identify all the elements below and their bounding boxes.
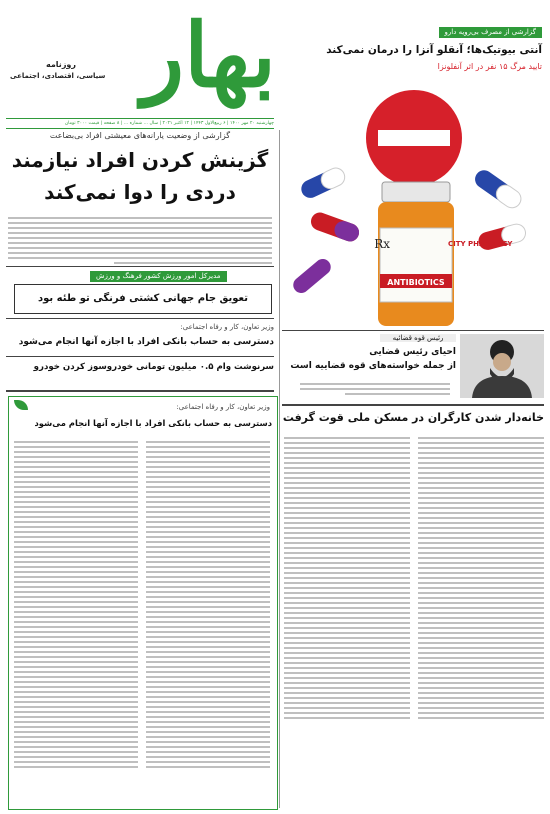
newspaper-logo: بهار (141, 3, 276, 107)
dateline: چهارشنبه ۲۰ مهر ۱۴۰۰ | ۶ ربیع‌الاول ۱۴۴۳ | ۱۲ اکتبر ۲۰۲۱ | سال ... شماره ... | ۸ صفحه | قیمت ۳۰۰۰ تومان (64, 121, 274, 126)
judiciary-headline-2: از جمله خواسته‌های قوه قضاییه است (290, 361, 456, 371)
divider (6, 266, 274, 267)
divider (282, 330, 544, 331)
divider (6, 318, 274, 319)
divider (6, 390, 274, 392)
masthead-subtitle-2: سیاسی، اقتصادی، اجتماعی (10, 72, 106, 80)
brief-1-kicker: وزیر تعاون، کار و رفاه اجتماعی: (180, 323, 274, 331)
sports-headline: تعویق جام جهانی کشتی فرنگی تو طئه بود (38, 293, 248, 304)
top-right-subhead: تایید مرگ ۱۵ نفر در اثر آنفلونزا (437, 62, 542, 71)
bottle-rx: Rx (374, 237, 390, 251)
bottle-pharmacy: CITY PHARMACY (448, 240, 513, 248)
judiciary-kicker: رئیس قوه قضائیه (380, 334, 456, 342)
lead-headline-1: گزینش کردن افراد نیازمند (11, 148, 269, 172)
sports-box (14, 284, 272, 314)
column-divider (279, 130, 280, 808)
sports-kicker: مدیرکل امور ورزش کشور فرهنگ و ورزش (90, 271, 227, 282)
housing-headline: خانه‌دار شدن کارگران در مسکن ملی قوت گرفت (282, 411, 544, 424)
pill-bottle-icon (378, 182, 454, 326)
bottom-left-col-2 (14, 438, 138, 771)
bottom-left-kicker: وزیر تعاون، کار و رفاه اجتماعی: (176, 403, 270, 411)
dateline-bar (6, 118, 274, 129)
brief-1-headline: دسترسی به حساب بانکی افراد با اجازه آنها انجام می‌شود (18, 337, 274, 347)
lead-body-text (8, 214, 272, 267)
brief-2-headline: سرنوشت وام ۰.۵ میلیون تومانی خودروسوز کردن خودرو (33, 362, 274, 372)
lead-kicker: گزارشی از وضعیت یارانه‌های معیشتی افراد بی‌بضاعت (49, 131, 231, 140)
bottom-left-headline: دسترسی به حساب بانکی افراد با اجازه آنها انجام می‌شود (34, 418, 272, 428)
official-portrait (460, 334, 544, 398)
bottle-drug-label: ANTIBIOTICS (387, 278, 445, 287)
masthead (6, 3, 276, 118)
no-entry-icon (366, 90, 462, 186)
divider (6, 356, 274, 357)
top-right-kicker: گزارشی از مصرف بی‌رویه دارو (439, 27, 542, 38)
bottom-left-col-1 (146, 438, 270, 771)
antibiotics-photo (282, 78, 544, 328)
housing-body-col-1 (418, 434, 544, 722)
judiciary-body-text (300, 380, 450, 398)
top-right-headline: آنتی بیوتیک‌ها؛ آنقلو آنزا را درمان نمی‌کند (326, 44, 542, 56)
lead-headline-2: دردی را دوا نمی‌کند (44, 180, 236, 204)
housing-body-col-2 (284, 434, 410, 722)
masthead-subtitle-1: روزنامه (46, 60, 76, 69)
divider (282, 404, 544, 406)
judiciary-headline-1: احیای رئیس قضایی (369, 347, 456, 357)
